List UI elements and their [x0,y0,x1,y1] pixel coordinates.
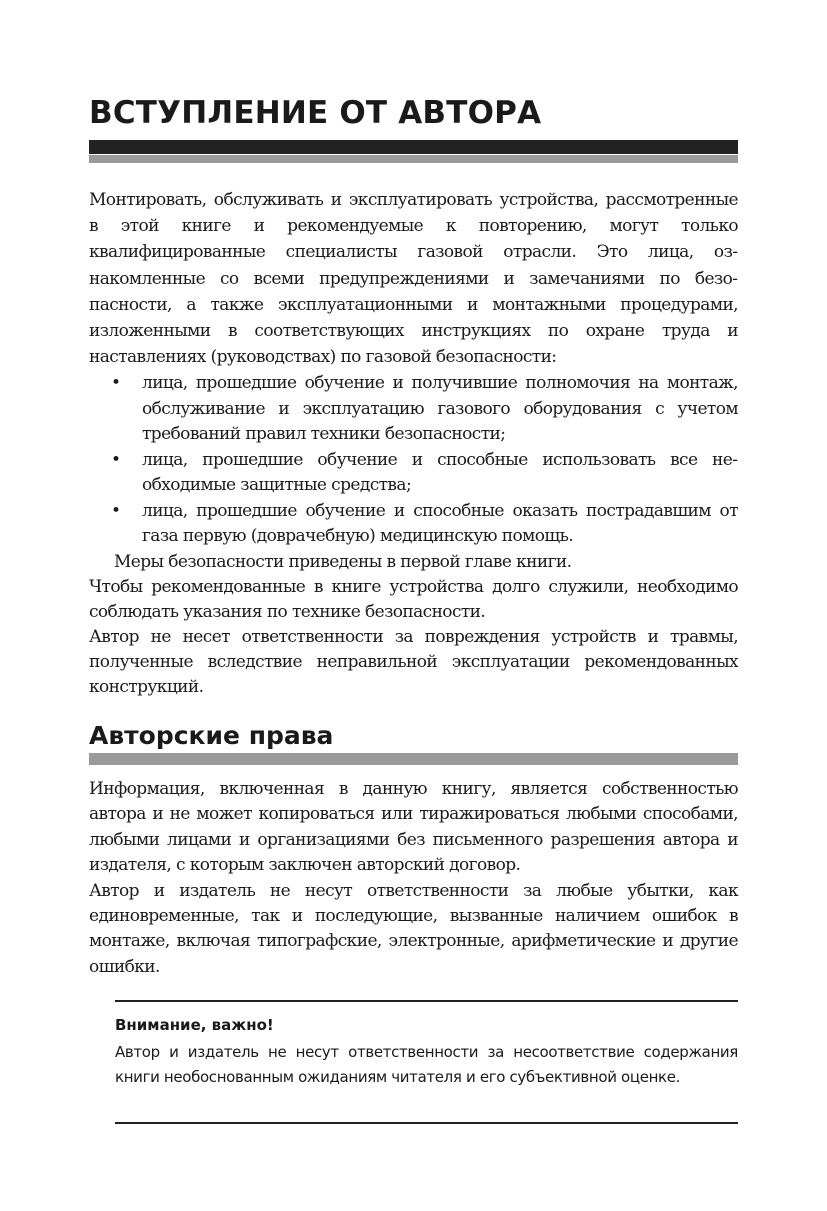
measures-paragraph: Меры безопасности приведены в первой главе книги. [114,552,572,572]
list-item-text: лица, прошедшие обучение и получившие полномочия на монтаж, обслуживание и эксплуатацию газового оборудования с учетом требований правил техники безопасности; [142,373,738,444]
list-item-text: лица, прошедшие обучение и способные использовать все необходимые защитные средства; [142,449,738,495]
list-item [89,499,738,550]
copyright-heading: Авторские права [89,721,334,750]
page-title: ВСТУПЛЕНИЕ ОТ АВТОРА [89,95,542,131]
note-bottom-rule [115,1122,738,1124]
copyright-section [89,777,738,980]
note-top-rule [115,1000,738,1002]
title-underline-dark [89,140,738,154]
note-title: Внимание, важно! [115,1016,274,1034]
list-item-text: лица, прошедшие обучение и способные оказать пострадавшим от газа первую (доврачебную) медицинскую помощь. [142,500,738,546]
intro-paragraph: Монтировать, обслуживать и эксплуатировать устройства, рассмотренные в этой книге и рекомендуемые к повторению, могут только квалифицированные специалисты газовой отрасли. Это лица, ознакомленные со всеми предупреждениями и замечаниями по безопасности, а также эксплуатационными и монтажными процедурами, изложенными в соответствующих инструкциях по охране труда и наставлениях (руководствах) по газовой безопасности: [89,190,738,368]
liability-paragraph: Автор не несет ответственности за повреждения устройств и травмы, полученные вследствие неправильной эксплуатации рекомендованных конструкций. [89,627,738,697]
bullet-icon: • [111,500,121,521]
copyright-paragraph-1: Информация, включенная в данную книгу, является собственностью автора и не может копироваться или тиражироваться любыми способами, любыми лицами и организациями без письменного разрешения автора и издателя, с которым заключен авторский договор. [89,779,738,876]
copyright-paragraph-2: Автор и издатель не несут ответственности за любые убытки, как единовременные, так и последующие, вызванные наличием ошибок в монтаже, включая типографские, электронные, арифметические и другие ошибки. [89,880,738,977]
list-item [89,448,738,499]
bullet-icon: • [111,449,121,470]
qualified-persons-list [89,371,738,550]
longevity-paragraph: Чтобы рекомендованные в книге устройства долго служили, необходимо соблюдать указания по технике безопасности. [89,577,738,622]
bullet-icon: • [111,373,121,393]
safety-notes [89,550,738,700]
note-body: Автор и издатель не несут ответственности за несоответствие содержания книги необоснованным ожиданиям читателя и его субъективной оценке. [115,1043,738,1086]
copyright-underline [89,753,738,765]
title-underline-grey [89,155,738,163]
list-item [89,371,738,448]
